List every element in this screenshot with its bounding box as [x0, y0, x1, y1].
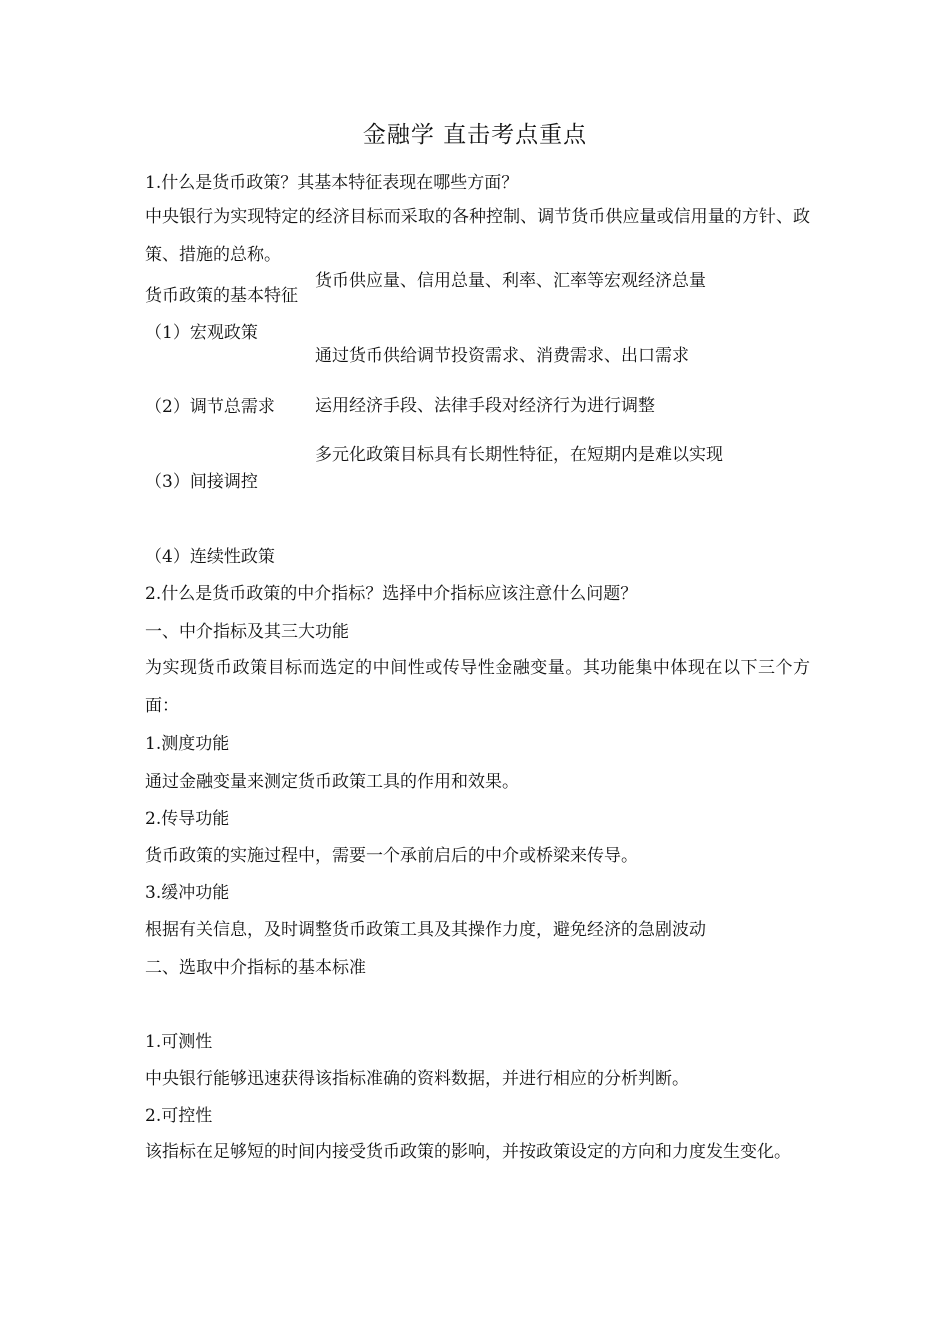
criterion-text-2: 该指标在足够短的时间内接受货币政策的影响，并按政策设定的方向和力度发生变化。	[145, 1142, 791, 1162]
q1-heading: 1.什么是货币政策？其基本特征表现在哪些方面？	[145, 173, 519, 193]
q2-heading: 2.什么是货币政策的中介指标？选择中介指标应该注意什么问题？	[145, 584, 638, 604]
criterion-title-2: 2.可控性	[145, 1106, 213, 1126]
criterion-title-1: 1.可测性	[145, 1032, 213, 1052]
function-title-3: 3.缓冲功能	[145, 883, 230, 903]
feature-label-2: （2）调节总需求	[145, 397, 275, 417]
section1-text: 为实现货币政策目标而选定的中间性或传导性金融变量。其功能集中体现在以下三个方面：	[145, 658, 810, 716]
section1-heading: 一、中介指标及其三大功能	[145, 622, 349, 642]
q1-definition: 中央银行为实现特定的经济目标而采取的各种控制、调节货币供应量或信用量的方针、政策、措施的总称。	[145, 207, 810, 265]
feature-label-3: （3）间接调控	[145, 472, 258, 492]
function-title-2: 2.传导功能	[145, 809, 230, 829]
feature-desc-4: 多元化政策目标具有长期性特征，在短期内是难以实现	[315, 445, 723, 465]
criterion-text-1: 中央银行能够迅速获得该指标准确的资料数据，并进行相应的分析判断。	[145, 1069, 689, 1089]
function-title-1: 1.测度功能	[145, 734, 230, 754]
feature-desc-3: 运用经济手段、法律手段对经济行为进行调整	[315, 396, 655, 416]
section2-heading: 二、选取中介指标的基本标准	[145, 958, 366, 978]
feature-desc-2: 通过货币供给调节投资需求、消费需求、出口需求	[315, 346, 689, 366]
doc-title: 金融学 直击考点重点	[362, 122, 588, 148]
features-label: 货币政策的基本特征	[145, 286, 298, 306]
function-text-2: 货币政策的实施过程中，需要一个承前启后的中介或桥梁来传导。	[145, 846, 638, 866]
feature-label-1: （1）宏观政策	[145, 323, 258, 343]
feature-label-4: （4）连续性政策	[145, 547, 275, 567]
function-text-3: 根据有关信息，及时调整货币政策工具及其操作力度，避免经济的急剧波动	[145, 920, 706, 940]
feature-desc-1: 货币供应量、信用总量、利率、汇率等宏观经济总量	[315, 271, 706, 291]
function-text-1: 通过金融变量来测定货币政策工具的作用和效果。	[145, 772, 519, 792]
